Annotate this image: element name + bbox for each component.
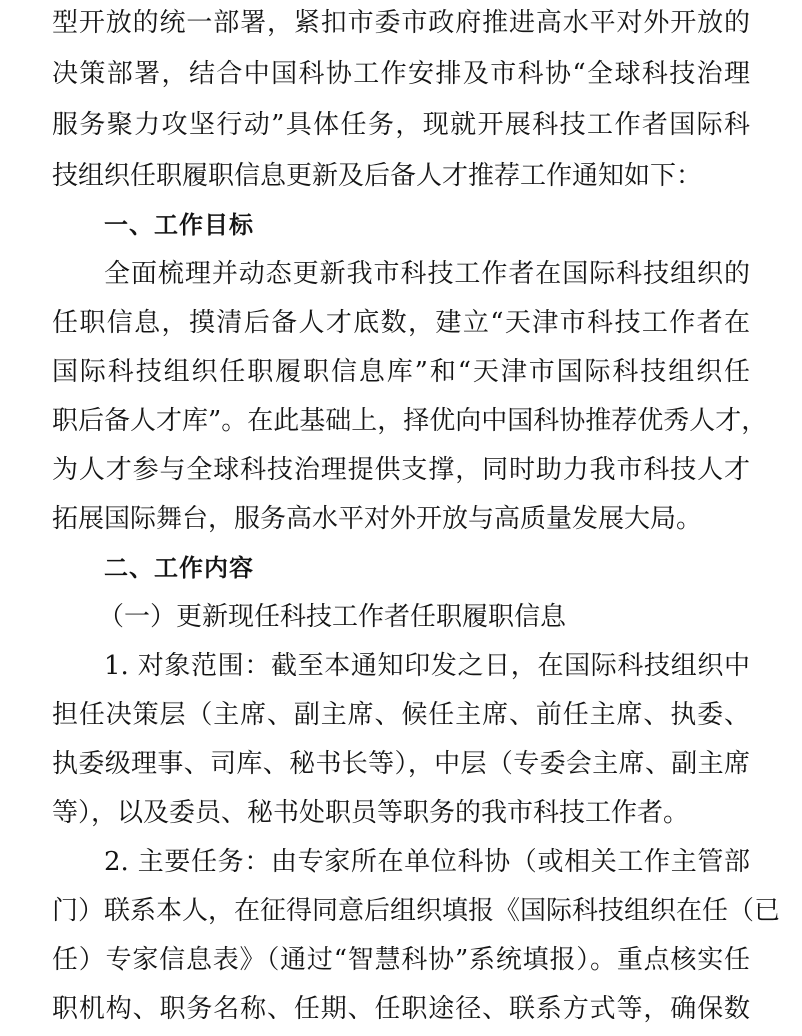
- text-line: 门）联系本人，在征得同意后组织填报《国际科技组织在任（已: [52, 896, 781, 926]
- subsection-heading: （一）更新现任科技工作者任职履职信息: [98, 602, 567, 632]
- text-line: 全面梳理并动态更新我市科技工作者在国际科技组织的: [104, 259, 750, 289]
- text-line: 任职信息，摸清后备人才底数，建立“天津市科技工作者在: [52, 308, 750, 338]
- text-line: 为人才参与全球科技治理提供支撑，同时助力我市科技人才: [52, 455, 750, 485]
- section-heading: 二、工作内容: [104, 554, 254, 582]
- text-line: 国际科技组织任职履职信息库”和“天津市国际科技组织任: [52, 357, 750, 387]
- text-line: 技组织任职履职信息更新及后备人才推荐工作通知如下：: [52, 161, 703, 191]
- text-line: 拓展国际舞台，服务高水平对外开放与高质量发展大局。: [52, 504, 703, 534]
- text-line: 型开放的统一部署，紧扣市委市政府推进高水平对外开放的: [52, 8, 750, 38]
- section-heading: 一、工作目标: [104, 211, 254, 239]
- text-line: 2. 主要任务：由专家所在单位科协（或相关工作主管部: [104, 847, 750, 877]
- text-line: 职机构、职务名称、任期、任职途径、联系方式等，确保数: [52, 994, 750, 1024]
- text-line: 1. 对象范围：截至本通知印发之日，在国际科技组织中: [104, 651, 750, 681]
- text-line: 执委级理事、司库、秘书长等），中层（专委会主席、副主席: [52, 749, 750, 779]
- text-line: 职后备人才库”。在此基础上，择优向中国科协推荐优秀人才，: [52, 406, 768, 436]
- text-line: 服务聚力攻坚行动”具体任务，现就开展科技工作者国际科: [52, 110, 750, 140]
- text-line: 担任决策层（主席、副主席、候任主席、前任主席、执委、: [52, 700, 750, 730]
- text-line: 决策部署，结合中国科协工作安排及市科协“全球科技治理: [52, 59, 750, 89]
- text-line: 任）专家信息表》（通过“智慧科协”系统填报）。重点核实任: [52, 945, 750, 975]
- text-line: 等），以及委员、秘书处职员等职务的我市科技工作者。: [52, 798, 690, 828]
